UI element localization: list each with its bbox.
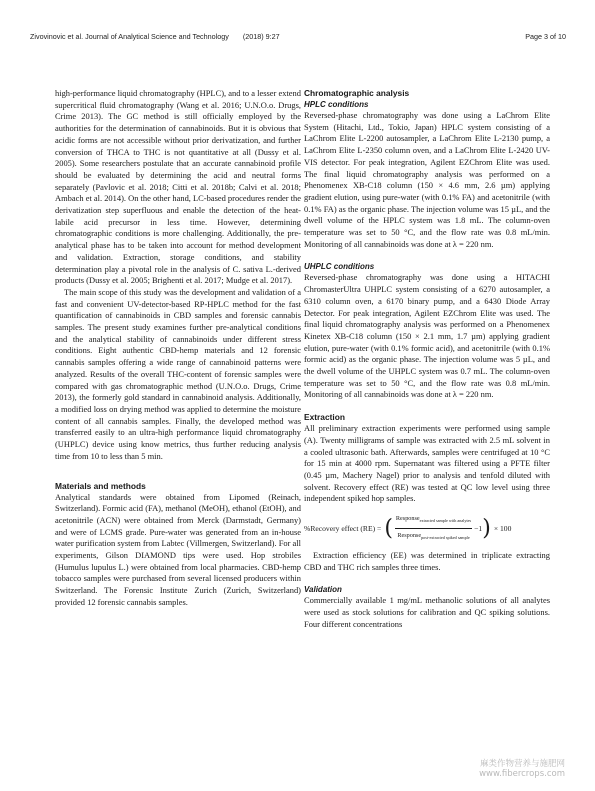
left-column bbox=[55, 88, 301, 609]
watermark bbox=[479, 759, 565, 779]
equation-lhs: %Recovery effect (RE) = bbox=[304, 523, 382, 533]
equation-minus-one: −1 bbox=[474, 523, 483, 533]
equation-fraction bbox=[395, 513, 472, 544]
section-heading-materials: Materials and methods bbox=[55, 480, 146, 491]
header-year: (2018) 9:27 bbox=[242, 32, 280, 41]
equation-numerator: Response$_{extracted sample with analytes}$ bbox=[395, 513, 472, 529]
equation-right-paren: ) bbox=[482, 515, 491, 541]
section-heading-chromatographic: Chromatographic analysis bbox=[304, 88, 410, 98]
extraction-efficiency-paragraph: Extraction efficiency (EE) was determined in triplicate extracting CBD and THC rich samples three times. bbox=[304, 549, 550, 572]
equation-left-paren: ( bbox=[384, 515, 393, 541]
extraction-paragraph: All preliminary extraction experiments were performed using sample (A). Twenty milligrams of sample was extracted with 2.5 mL solvent in a cooled ultrasonic bath. Afterwards, samples were centrifuged at 10 °C for 15 min at 4000 rpm. Supernatant was filtered using a PFTE filter (0.45 µm, Machery Nagel) prior to analysis and tenfold diluted with solvent. Recovery effect (RE) was tested at QC low level using three independent spiked hop samples. bbox=[304, 423, 550, 504]
subheading-uhplc: UHPLC conditions bbox=[304, 262, 375, 272]
subheading-extraction: Extraction bbox=[304, 412, 345, 423]
equation-denominator: Response$_{post-extracted spiked sample}$ bbox=[397, 532, 470, 541]
header-journal: Zivovinovic et al. Journal of Analytical Science and Technology bbox=[30, 32, 229, 41]
header-journal-citation bbox=[30, 32, 280, 41]
uhplc-paragraph: Reversed-phase chromatography was done using a HITACHI ChromasterUltra UHPLC system consisting of a 6270 autosampler, a 6310 column oven, a 6170 binary pump, and a 6430 Diode Array Detector. For peak integration, Agilent EZChrom Elite was used. The final liquid chromatography analysis was performed on a Phenomenex Kinetex XB-C18 column (150 × 2.1 mm, 1.7 µm) applying gradient elution, pure-water (with 0.1% formic acid), and acetonitrile (with 0.1% formic acid) as the organic phase. The injection volume was 5 µL, and the dwell volume of the UHPLC system was 0.7 mL. The column-oven temperature was set to 50 °C, and the flow rate was 0.8 mL/min. Monitoring of all cannabinoids was done at λ = 220 nm. bbox=[304, 272, 550, 400]
materials-paragraph: Analytical standards were obtained from Lipomed (Reinach, Switzerland). Formic acid (FA), methanol (MeOH), ethanol (EtOH), and acetonitrile (ACN) were obtained from Merck (Darmstadt, Germany) and were of LCMS grade. Pure-water was generated from an in-house water purification system from Labtec (Villmergen, Switzerland). For all experiments, Gilson DIAMOND tips were used. Hop strobiles (Humulus lupulus L.) were obtained from local pharmacies. CBD-hemp tobacco samples were purchased from several licensed producers within Switzerland. The Forensic Institute Zurich (Zurich, Switzerland) provided 12 forensic cannabis samples. bbox=[55, 491, 301, 607]
header-page-number: Page 3 of 10 bbox=[525, 32, 566, 41]
running-header bbox=[30, 32, 566, 41]
right-column bbox=[304, 88, 550, 630]
watermark-line2: www.fibercrops.com bbox=[479, 769, 565, 779]
validation-paragraph: Commercially available 1 mg/mL methanolic solutions of all analytes were used as stock solutions for calibration and QC spiking solutions. Four different concentrations bbox=[304, 595, 550, 629]
equation-rhs: × 100 bbox=[493, 523, 512, 533]
watermark-line1: 麻类作物营养与施肥网 bbox=[479, 759, 565, 769]
recovery-effect-equation bbox=[304, 513, 550, 544]
subheading-validation: Validation bbox=[304, 585, 342, 595]
hplc-paragraph: Reversed-phase chromatography was done using a LaChrom Elite System (Hitachi, Ltd., Tokio, Japan) HPLC system consisting of a LaChrom Elite L-2200 autosampler, a LaChrom Elite L-2130 pump, a LaChrom Elite L-2350 column oven, and a LaChrom Elite L-2420 UV-VIS detector. For peak integration, Agilent EZChrom Elite was used. The final liquid chromatography analysis was performed on a Phenomenex XB-C18 column (150 × 4.6 mm, 2.6 µm) applying gradient elution, using pure-water (with 0.1% FA) and acetonitrile (with 0.1% FA) as the organic phase. The injection volume was 15 µL, and the dwell volume of the HPLC system was 1.8 mL. The column-oven temperature was set to 50 °C, and the flow rate was 0.8 mL/min. Monitoring of all cannabinoids was done at λ = 220 nm. bbox=[304, 110, 550, 249]
subheading-hplc: HPLC conditions bbox=[304, 100, 369, 109]
intro-paragraph-continued: high-performance liquid chromatography (HPLC), and to a lesser extend supercritical fluid chromatography (Wang et al. 2016; U.N.O.o. Drugs, Crime 2013). The GC method is still officially employed by the authorities for the determination of cannabinoids. But it is obvious that acidic forms are not accessible without prior derivatization, and further conversion of THCA to THC is not quantitative at all (Dussy et al. 2005). Some researchers postulate that an accurate cannabinoid profile should be evaluated by determining the acid and neutral forms separately (Pavlovic et al. 2018; Citti et al. 2018b; Calvi et al. 2018; Ambach et al. 2014). On the other hand, LC-based procedures render the derivatization step superfluous and enable the detection of the heat-labile acid precursor in less time. However, determining chromatographic conditions is more challenging. Additionally, the pre-analytical phase has to be taken into account for method development and validation. Extraction, storage conditions, and stability determination play a pivotal role in the analysis of C. sativa L.-derived products (Dussy et al. 2005; Brighenti et al. 2017; Mudge et al. 2017). bbox=[55, 88, 302, 286]
study-scope-paragraph: The main scope of this study was the development and validation of a fast and convenient UV-detector-based RP-HPLC method for the fast quantification of cannabinoids in CBD samples and forensic cannabis samples. The present study examines further pre-analytical conditions and the analytical stability of cannabinoids under different stress conditions. Eight authentic CBD-hemp materials and 12 forensic cannabis samples offering a wide range of cannabinoid patterns were analyzed. Results of the overall THC-content of forensic samples were compared with gas chromatographic method (U.N.O.o. Drugs, Crime 2013), the formerly gold standard in cannabinoid analysis. Additionally, a modified loss on drying method was applied to determine the moisture content of all cannabis samples. Finally, the developed method was transferred easily to an ultra-high performance liquid chromatography (UHPLC) device using know metrics, thus further reducing analysis time from 10 to less than 5 min. bbox=[55, 286, 301, 461]
